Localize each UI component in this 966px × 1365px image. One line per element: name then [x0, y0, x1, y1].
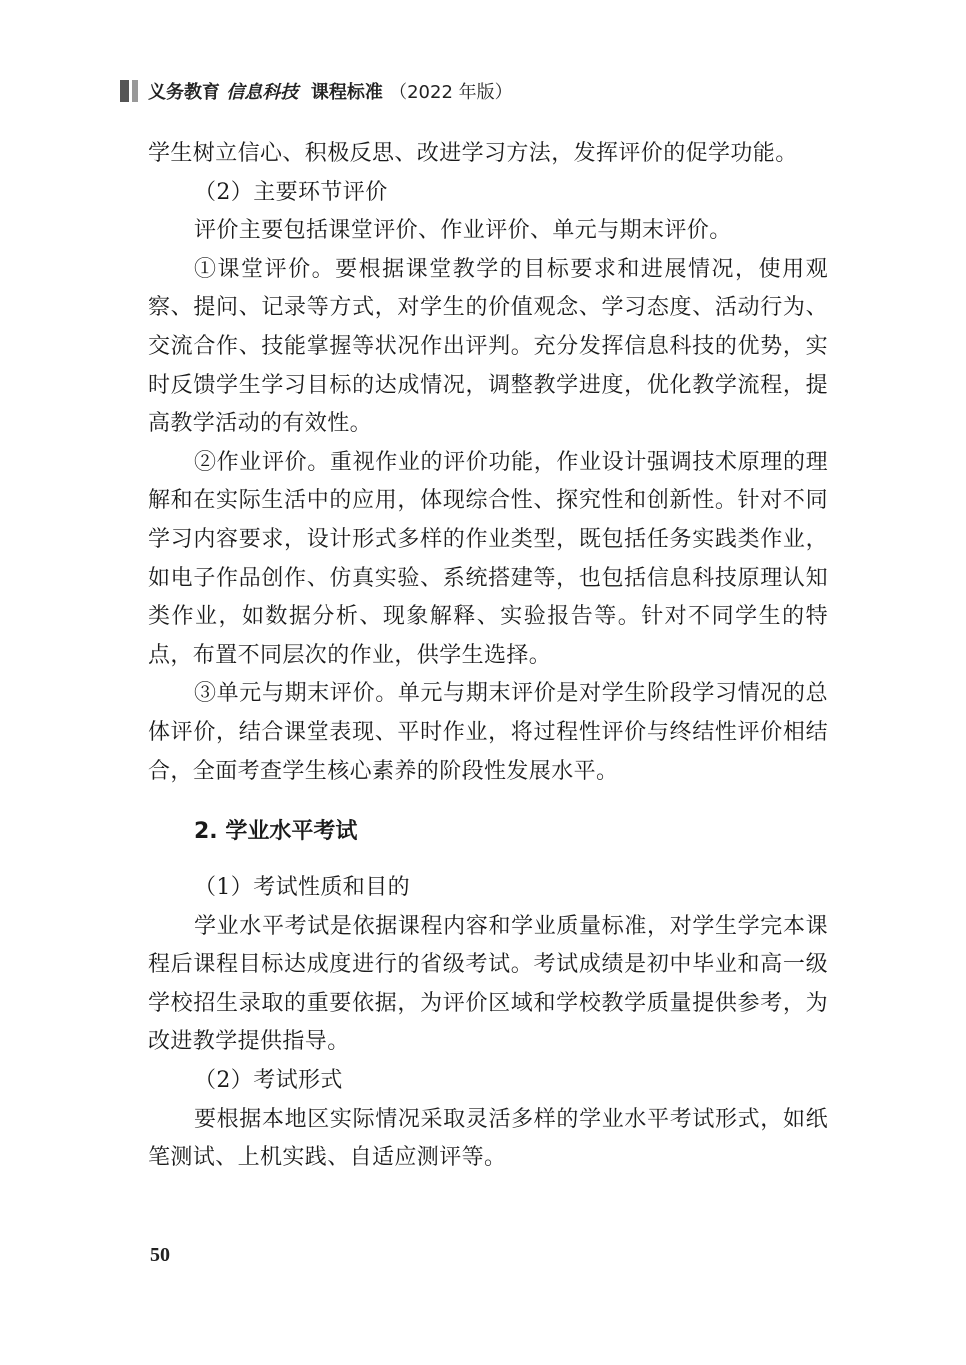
section-heading: 2. 学业水平考试	[194, 819, 358, 845]
paragraph: 评价主要包括课堂评价、作业评价、单元与期末评价。	[194, 218, 732, 244]
evaluation-paragraphs	[148, 135, 828, 791]
header-bar-light	[132, 80, 138, 102]
subheading: （1）考试性质和目的	[194, 875, 410, 901]
paragraph: ③单元与期末评价。单元与期末评价是对学生阶段学习情况的总体评价，结合课堂表现、平时作业，将过程性评价与终结性评价相结合，全面考查学生核心素养的阶段性发展水平。	[148, 681, 828, 784]
header-bar-dark	[120, 80, 129, 102]
paragraph: 学生树立信心、积极反思、改进学习方法，发挥评价的促学功能。	[148, 141, 798, 166]
paragraph: ②作业评价。重视作业的评价功能，作业设计强调技术原理的理解和在实际生活中的应用，体现综合性、探究性和创新性。针对不同学习内容要求，设计形式多样的作业类型，既包括任务实践类作业，如电子作品创作、仿真实验、系统搭建等，也包括信息科技原理认知类作业，如数据分析、现象解释、实验报告等。针对不同学生的特点，布置不同层次的作业，供学生选择。	[148, 449, 828, 668]
header-document-title: 课程标准	[298, 82, 390, 103]
paragraph: 学业水平考试是依据课程内容和学业质量标准，对学生学完本课程后课程目标达成度进行的省级考试。考试成绩是初中毕业和高一级学校招生录取的重要依据，为评价区域和学校教学质量提供参考，为改进教学提供指导。	[148, 913, 828, 1055]
header-series-title: 义务教育	[148, 82, 227, 103]
running-header	[120, 78, 513, 104]
header-subject-title: 信息科技	[226, 82, 299, 103]
exam-paragraphs	[148, 869, 828, 1178]
page-body	[148, 135, 828, 1178]
paragraph: 要根据本地区实际情况采取灵活多样的学业水平考试形式，如纸笔测试、上机实践、自适应测评等。	[148, 1106, 828, 1171]
header-bars-decoration	[120, 80, 138, 102]
paragraph: ①课堂评价。要根据课堂教学的目标要求和进展情况，使用观察、提问、记录等方式，对学生的价值观念、学习态度、活动行为、交流合作、技能掌握等状况作出评判。充分发挥信息科技的优势，实时反馈学生学习目标的达成情况，调整教学进度，优化教学流程，提高教学活动的有效性。	[148, 256, 828, 437]
subheading: （2）考试形式	[194, 1068, 343, 1094]
page-number: 50	[150, 1244, 170, 1266]
header-edition: （2022 年版）	[389, 82, 513, 103]
subheading: （2）主要环节评价	[194, 179, 388, 205]
